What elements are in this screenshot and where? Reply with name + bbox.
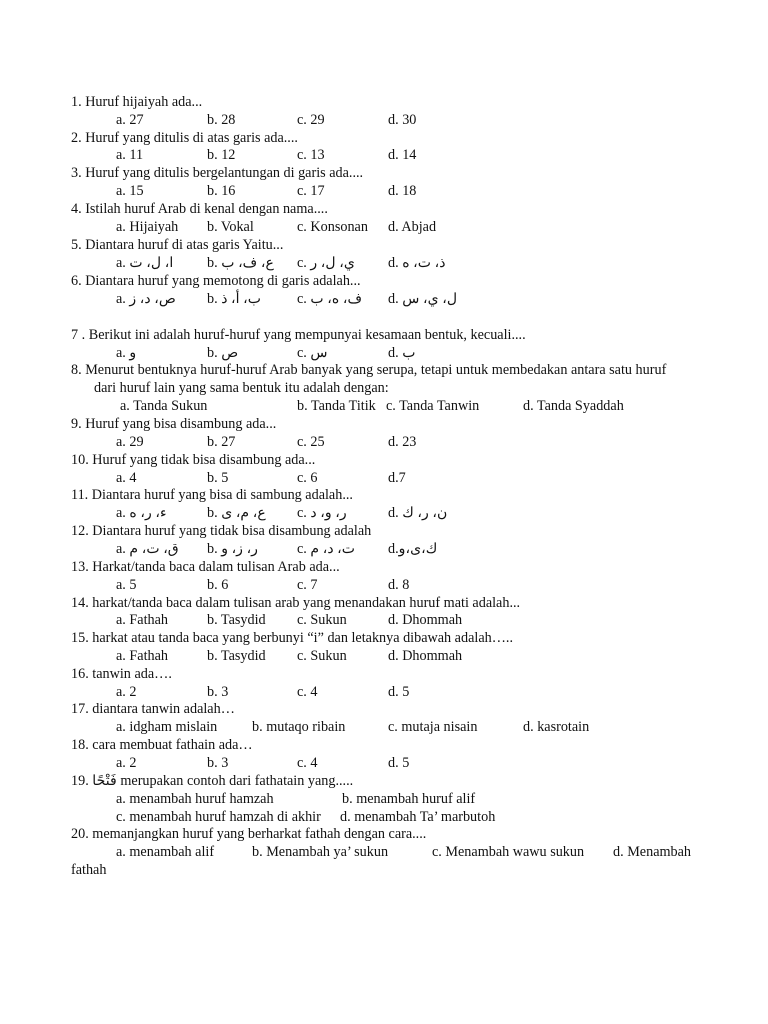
option-b: b. Tasydid: [207, 612, 266, 628]
option-a: a. ء، ر، ه: [116, 505, 167, 521]
option-b: b. Tanda Titik: [297, 398, 376, 414]
option-b: b. ب، أ، ذ: [207, 291, 262, 307]
option-a: a. 11: [116, 147, 144, 163]
option-d: d.ك،ى،و: [388, 541, 438, 557]
option-c: c. 4: [297, 755, 318, 771]
option-a: a. 15: [116, 183, 144, 199]
question-text: 11. Diantara huruf yang bisa di sambung adalah...: [71, 487, 353, 503]
option-d: d. Menambah: [613, 844, 692, 860]
option-a: a. menambah huruf hamzah: [116, 791, 274, 807]
option-d: d. 5: [388, 755, 410, 771]
option-d: d. 14: [388, 147, 417, 163]
question-text: 15. harkat atau tanda baca yang berbunyi “i” dan letaknya dibawah adalah…..: [71, 630, 513, 646]
option-c: c. ر، و، د: [297, 505, 347, 521]
option-d: d. ن، ر، ك: [388, 505, 448, 521]
option-a: a. 2: [116, 755, 137, 771]
option-b: b. Tasydid: [207, 648, 266, 664]
option-c: c. menambah huruf hamzah di akhir: [116, 809, 321, 825]
question-text: 17. diantara tanwin adalah…: [71, 701, 235, 717]
option-b: b. 27: [207, 434, 236, 450]
option-c: c. س: [297, 345, 328, 361]
option-b: b. 12: [207, 147, 236, 163]
option-c: c. Sukun: [297, 612, 347, 628]
question-text: 2. Huruf yang ditulis di atas garis ada....: [71, 130, 298, 146]
option-b: b. ر، ز، و: [207, 541, 258, 557]
option-c: c. Sukun: [297, 648, 347, 664]
option-c: c. 6: [297, 470, 318, 486]
option-a: a. ا، ل، ت: [116, 255, 174, 271]
option-a: a. و: [116, 345, 137, 361]
option-c: c. Konsonan: [297, 219, 368, 235]
option-a: a. Fathah: [116, 648, 169, 664]
option-c: c. 13: [297, 147, 325, 163]
option-c: c. ت، د، م: [297, 541, 356, 557]
option-c: c. ف، ه، ب: [297, 291, 363, 307]
option-a: a. Fathah: [116, 612, 169, 628]
option-b: b. ع، م، ى: [207, 505, 266, 521]
option-a: a. 27: [116, 112, 144, 128]
option-d: d. ل، ي، س: [388, 291, 458, 307]
option-b: b. 28: [207, 112, 236, 128]
question-text: 3. Huruf yang ditulis bergelantungan di garis ada....: [71, 165, 364, 181]
question-text: 12. Diantara huruf yang tidak bisa disambung adalah: [71, 523, 372, 539]
option-d: d.7: [388, 470, 406, 486]
option-b: b. 5: [207, 470, 229, 486]
option-a: a. 29: [116, 434, 144, 450]
option-c: c. Tanda Tanwin: [386, 398, 480, 414]
option-b: b. 3: [207, 755, 229, 771]
question-text-continued: dari huruf lain yang sama bentuk itu adalah dengan:: [94, 380, 389, 396]
question-text: 14. harkat/tanda baca dalam tulisan arab yang menandakan huruf mati adalah...: [71, 595, 521, 611]
option-a: a. ق، ت، م: [116, 541, 179, 557]
option-d: d. Dhommah: [388, 648, 463, 664]
option-a: a. ص، د، ز: [116, 291, 176, 307]
question-text: 7 . Berikut ini adalah huruf-huruf yang mempunyai kesamaan bentuk, kecuali....: [71, 327, 526, 343]
question-text: 5. Diantara huruf di atas garis Yaitu...: [71, 237, 284, 253]
question-text: 10. Huruf yang tidak bisa disambung ada...: [71, 452, 316, 468]
question-text: 9. Huruf yang bisa disambung ada...: [71, 416, 277, 432]
option-c: c. 17: [297, 183, 325, 199]
option-d: d. 8: [388, 577, 410, 593]
option-b: b. Menambah ya’ sukun: [252, 844, 389, 860]
option-a: a. Hijaiyah: [116, 219, 179, 235]
option-d: d. 18: [388, 183, 417, 199]
question-text: 8. Menurut bentuknya huruf-huruf Arab banyak yang serupa, tetapi untuk membedakan antara satu huruf: [71, 362, 667, 378]
option-a: a. 5: [116, 577, 137, 593]
question-text: 16. tanwin ada….: [71, 666, 172, 682]
question-text: 4. Istilah huruf Arab di kenal dengan nama....: [71, 201, 328, 217]
option-c: c. ي، ل، ر: [297, 255, 355, 271]
option-c: c. 25: [297, 434, 325, 450]
question-text: 13. Harkat/tanda baca dalam tulisan Arab ada...: [71, 559, 340, 575]
option-d: d. ذ، ت، ه: [388, 255, 446, 271]
option-c: c. 4: [297, 684, 318, 700]
option-d: d. 23: [388, 434, 417, 450]
option-a: a. 4: [116, 470, 137, 486]
question-text: 19. فَتْحًا merupakan contoh dari fathatain yang.....: [71, 773, 354, 789]
option-a: a. Tanda Sukun: [120, 398, 208, 414]
option-b: b. ص: [207, 345, 239, 361]
option-c: c. 29: [297, 112, 325, 128]
question-text: 18. cara membuat fathain ada…: [71, 737, 253, 753]
option-d: d. kasrotain: [523, 719, 590, 735]
option-a: a. idgham mislain: [116, 719, 218, 735]
option-d: d. menambah Ta’ marbutoh: [340, 809, 496, 825]
option-d: d. 30: [388, 112, 417, 128]
option-d: d. ب: [388, 345, 416, 361]
option-c: c. 7: [297, 577, 318, 593]
option-c: c. Menambah wawu sukun: [432, 844, 585, 860]
option-a: a. 2: [116, 684, 137, 700]
option-d: d. Abjad: [388, 219, 437, 235]
option-b: b. 6: [207, 577, 229, 593]
option-b: b. menambah huruf alif: [342, 791, 476, 807]
option-d: d. Dhommah: [388, 612, 463, 628]
option-a: a. menambah alif: [116, 844, 215, 860]
option-b: b. 3: [207, 684, 229, 700]
option-d: d. Tanda Syaddah: [523, 398, 624, 414]
option-c: c. mutaja nisain: [388, 719, 478, 735]
option-d-continued: fathah: [71, 862, 107, 878]
question-text: 20. memanjangkan huruf yang berharkat fathah dengan cara....: [71, 826, 427, 842]
question-text: 1. Huruf hijaiyah ada...: [71, 94, 203, 110]
option-d: d. 5: [388, 684, 410, 700]
option-b: b. ع، ف، ب: [207, 255, 274, 271]
option-b: b. Vokal: [207, 219, 254, 235]
question-text: 6. Diantara huruf yang memotong di garis adalah...: [71, 273, 361, 289]
option-b: b. mutaqo ribain: [252, 719, 346, 735]
option-b: b. 16: [207, 183, 236, 199]
